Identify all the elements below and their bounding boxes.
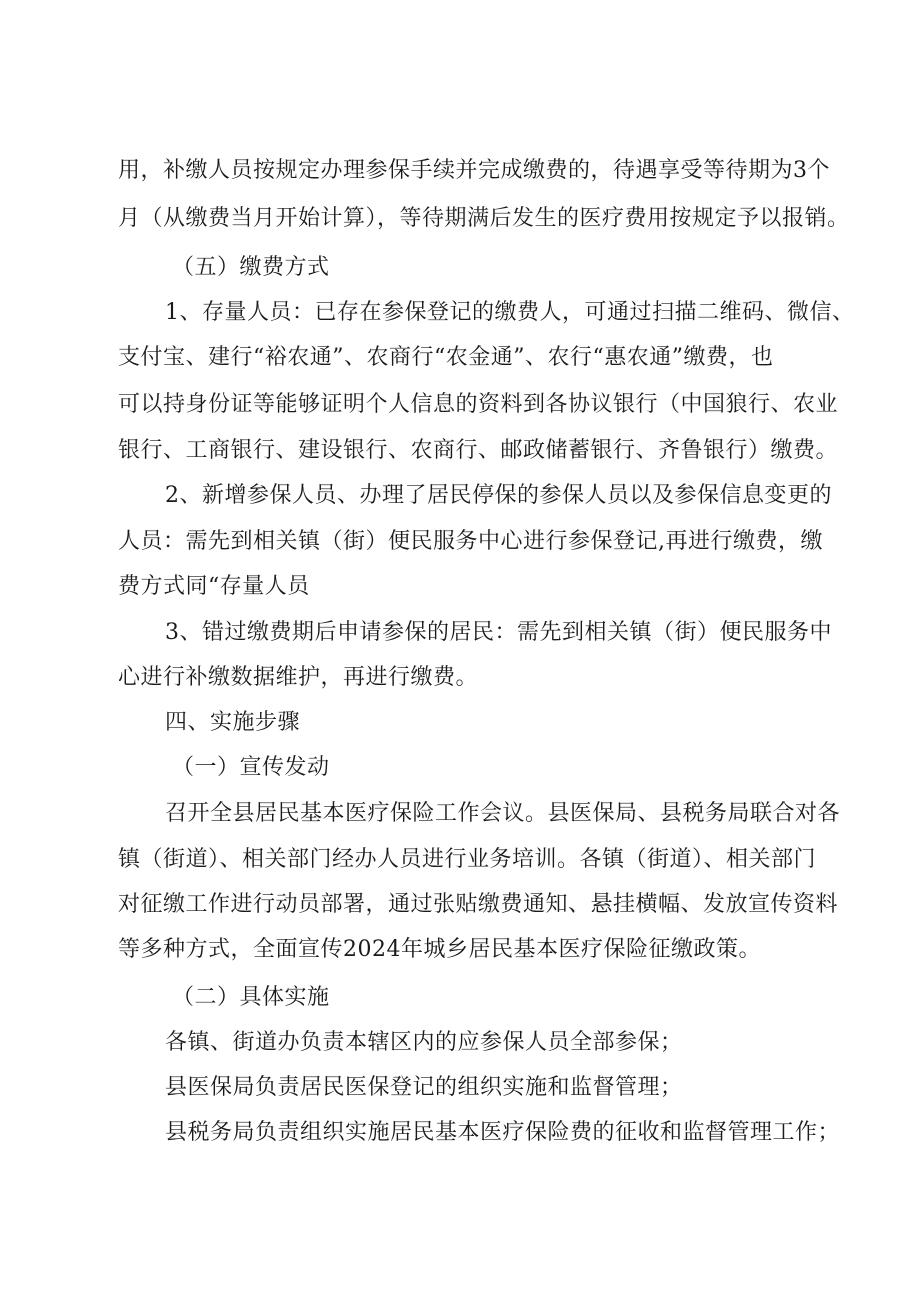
text-line: 镇（街道）、相关部门经办人员进行业务培训。各镇（街道）、相关部门 xyxy=(118,847,817,872)
text-line: 召开全县居民基本医疗保险工作会议。县医保局、县税务局联合对各 xyxy=(165,801,841,826)
text-line: 对征缴工作进行动员部署，通过张贴缴费通知、悬挂横幅、发放宣传资料 xyxy=(118,892,839,917)
section-heading: （二）具体实施 xyxy=(172,985,330,1010)
text-line: 等多种方式，全面宣传2024年城乡居民基本医疗保险征缴政策。 xyxy=(118,937,761,962)
text-line: 用，补缴人员按规定办理参保手续并完成缴费的，待遇享受等待期为3个 xyxy=(118,158,830,183)
text-line: 心进行补缴数据维护，再进行缴费。 xyxy=(118,665,479,690)
text-line: 可以持身份证等能够证明个人信息的资料到各协议银行（中国狼行、农业 xyxy=(118,392,839,417)
text-line: 县税务局负责组织实施居民基本医疗保险费的征收和监督管理工作； xyxy=(165,1120,841,1145)
text-line: 3、错过缴费期后申请参保的居民：需先到相关镇（街）便民服务中 xyxy=(165,620,832,645)
text-line: 月（从缴费当月开始计算），等待期满后发生的医疗费用按规定予以报销。 xyxy=(118,206,850,231)
text-line: 支付宝、建行“裕农通”、农商行“农金通”、农行“惠农通”缴费，也 xyxy=(118,345,774,370)
text-line: 各镇、街道办负责本辖区内的应参保人员全部参保； xyxy=(165,1030,683,1055)
text-line: 人员：需先到相关镇（街）便民服务中心进行参保登记,再进行缴费，缴 xyxy=(118,529,823,554)
text-line: 银行、工商银行、建设银行、农商行、邮政储蓄银行、齐鲁银行）缴费。 xyxy=(118,438,839,463)
text-line: 县医保局负责居民医保登记的组织实施和监督管理； xyxy=(165,1075,683,1100)
section-heading: （五）缴费方式 xyxy=(172,255,330,280)
text-line: 2、新增参保人员、办理了居民停保的参保人员以及参保信息变更的 xyxy=(165,483,832,508)
text-line: 1、存量人员：已存在参保登记的缴费人，可通过扫描二维码、微信、 xyxy=(165,300,855,325)
section-heading: 四、实施步骤 xyxy=(165,710,301,735)
section-heading: （一）宣传发动 xyxy=(172,755,330,780)
text-line: 费方式同“存量人员 xyxy=(118,574,310,599)
